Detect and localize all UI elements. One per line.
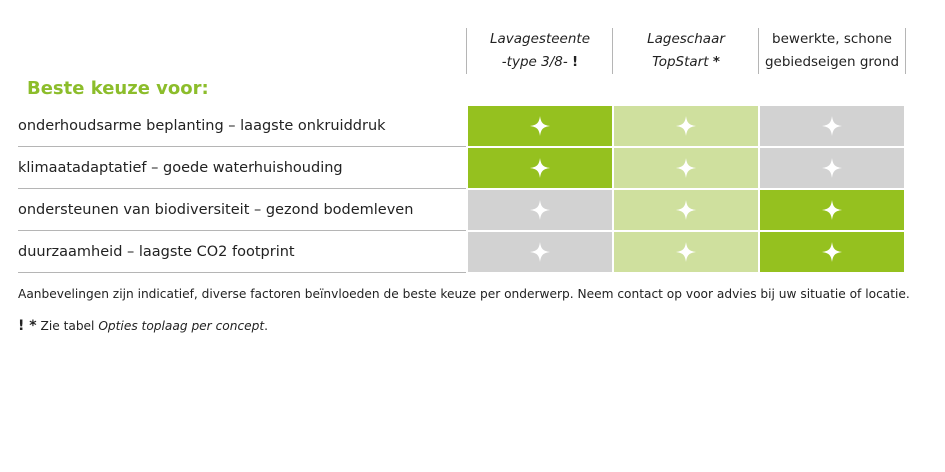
row-label: klimaatadaptatief – goede waterhuishouding (18, 148, 466, 189)
legend-text-end: . (264, 319, 269, 333)
four-point-star-icon (530, 200, 550, 220)
four-point-star-icon (530, 116, 550, 136)
column-header-lavagesteente (466, 28, 613, 74)
asterisk-mark: * (712, 54, 720, 70)
row-label: duurzaamheid – laagste CO2 footprint (18, 232, 466, 273)
legend-note (18, 318, 268, 334)
column-header-line2: gebiedseigen grond (764, 54, 900, 70)
rating-cell-dark (760, 232, 904, 272)
column-header-grond (758, 28, 906, 74)
column-header-line2: -type 3/8- (501, 54, 568, 70)
column-header-line1: bewerkte, schone (772, 31, 892, 47)
four-point-star-icon (676, 116, 696, 136)
column-header-line1: Lavagesteente (489, 31, 591, 47)
four-point-star-icon (676, 158, 696, 178)
legend-text-italic: Opties toplaag per concept (98, 319, 265, 333)
four-point-star-icon (822, 116, 842, 136)
rating-cell-light (614, 190, 758, 230)
rating-cell-light (614, 148, 758, 188)
legend-text: Zie tabel (40, 319, 95, 333)
rating-cell-light (614, 232, 758, 272)
column-header-lageschaar (612, 28, 759, 74)
four-point-star-icon (822, 158, 842, 178)
column-header-line1: Lageschaar (647, 31, 725, 47)
four-point-star-icon (822, 242, 842, 262)
four-point-star-icon (676, 242, 696, 262)
four-point-star-icon (530, 158, 550, 178)
rating-cell-dark (468, 106, 612, 146)
rating-cell-grey (760, 148, 904, 188)
rating-cell-grey (468, 232, 612, 272)
exclamation-mark: ! (572, 54, 579, 70)
rating-cell-grey (468, 190, 612, 230)
rating-cell-dark (760, 190, 904, 230)
four-point-star-icon (822, 200, 842, 220)
row-label: onderhoudsarme beplanting – laagste onkruiddruk (18, 106, 466, 147)
four-point-star-icon (530, 242, 550, 262)
section-title: Beste keuze voor: (27, 78, 209, 99)
row-label: ondersteunen van biodiversiteit – gezond bodemleven (18, 190, 466, 231)
column-header-line2: TopStart (652, 54, 709, 70)
four-point-star-icon (676, 200, 696, 220)
rating-cell-dark (468, 148, 612, 188)
rating-cell-light (614, 106, 758, 146)
footnote: Aanbevelingen zijn indicatief, diverse factoren beïnvloeden de beste keuze per onderwerp. Neem contact op voor advies bij uw situatie of locatie. (18, 287, 910, 301)
legend-symbols: ! * (18, 318, 37, 334)
rating-cell-grey (760, 106, 904, 146)
